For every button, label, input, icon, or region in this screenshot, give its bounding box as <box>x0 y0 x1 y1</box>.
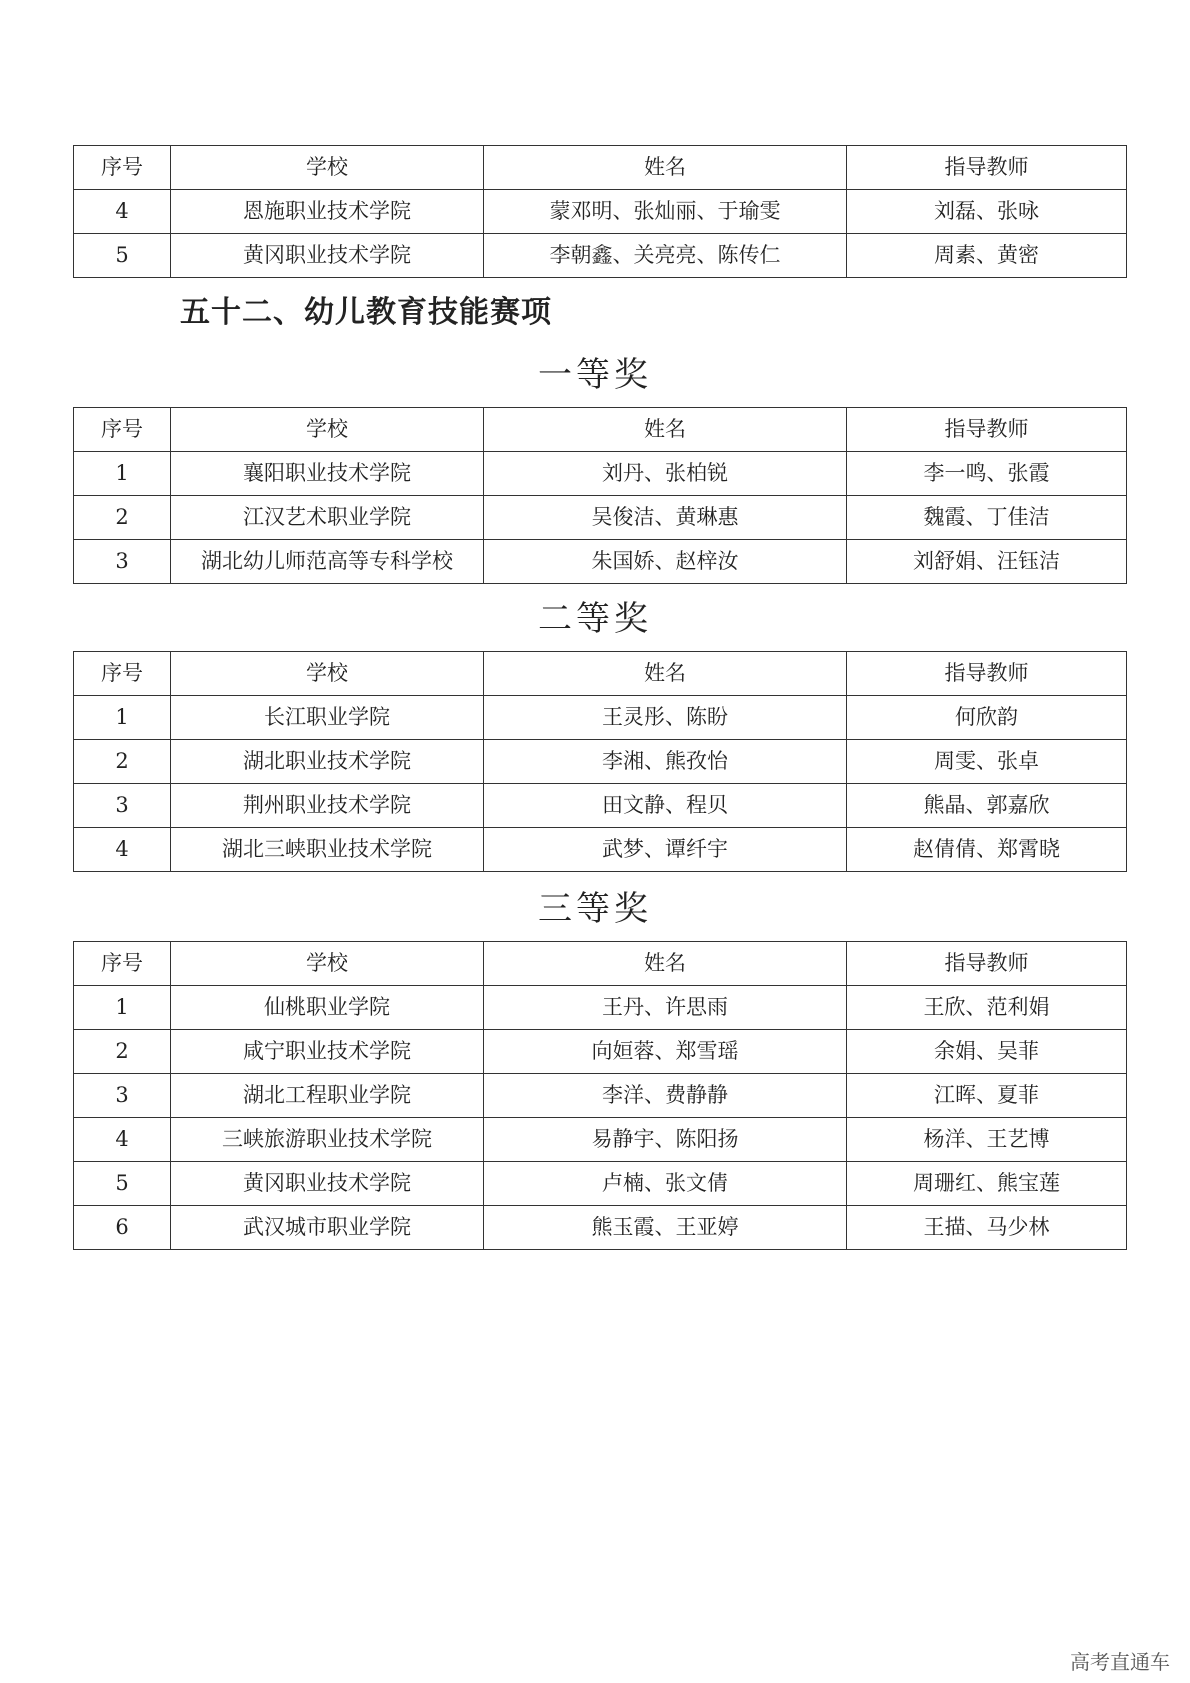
table-row <box>74 452 1127 496</box>
table-cell: 1 <box>74 986 171 1030</box>
table-header-row <box>74 652 1127 696</box>
table-cell: 三峡旅游职业技术学院 <box>171 1118 484 1162</box>
table-cell: 吴俊洁、黄琳惠 <box>484 496 847 540</box>
table-cell: 湖北职业技术学院 <box>171 740 484 784</box>
table-row <box>74 540 1127 584</box>
continued-award-table <box>73 145 1127 278</box>
table-row <box>74 986 1127 1030</box>
table-cell: 李洋、费静静 <box>484 1074 847 1118</box>
third-prize-table <box>73 941 1127 1250</box>
table-cell: 江晖、夏菲 <box>847 1074 1127 1118</box>
table-header-row <box>74 942 1127 986</box>
table-cell: 4 <box>74 1118 171 1162</box>
table-cell: 武汉城市职业学院 <box>171 1206 484 1250</box>
table-cell: 卢楠、张文倩 <box>484 1162 847 1206</box>
table-cell: 刘舒娟、汪钰洁 <box>847 540 1127 584</box>
column-header: 学校 <box>171 146 484 190</box>
table-row <box>74 1162 1127 1206</box>
table-cell: 1 <box>74 696 171 740</box>
table-cell: 5 <box>74 234 171 278</box>
table-cell: 李一鸣、张霞 <box>847 452 1127 496</box>
column-header: 序号 <box>74 652 171 696</box>
table-cell: 江汉艺术职业学院 <box>171 496 484 540</box>
table-cell: 熊玉霞、王亚婷 <box>484 1206 847 1250</box>
table-row <box>74 496 1127 540</box>
table-header-row <box>74 146 1127 190</box>
table-header-row <box>74 408 1127 452</box>
table-cell: 周珊红、熊宝莲 <box>847 1162 1127 1206</box>
table-cell: 荆州职业技术学院 <box>171 784 484 828</box>
table-row <box>74 696 1127 740</box>
table-cell: 2 <box>74 496 171 540</box>
table-cell: 仙桃职业学院 <box>171 986 484 1030</box>
column-header: 序号 <box>74 146 171 190</box>
table-cell: 余娟、吴菲 <box>847 1030 1127 1074</box>
column-header: 指导教师 <box>847 652 1127 696</box>
table-cell: 赵倩倩、郑霄晓 <box>847 828 1127 872</box>
table-cell: 何欣韵 <box>847 696 1127 740</box>
table-cell: 长江职业学院 <box>171 696 484 740</box>
column-header: 序号 <box>74 408 171 452</box>
table-cell: 王欣、范利娟 <box>847 986 1127 1030</box>
table-row <box>74 740 1127 784</box>
table-cell: 刘丹、张柏锐 <box>484 452 847 496</box>
second-prize-title: 二等奖 <box>538 599 652 639</box>
table-cell: 襄阳职业技术学院 <box>171 452 484 496</box>
table-row <box>74 1030 1127 1074</box>
third-prize-title: 三等奖 <box>538 889 652 929</box>
column-header: 姓名 <box>484 652 847 696</box>
column-header: 姓名 <box>484 942 847 986</box>
table-row <box>74 234 1127 278</box>
table-cell: 蒙邓明、张灿丽、于瑜雯 <box>484 190 847 234</box>
table-cell: 5 <box>74 1162 171 1206</box>
column-header: 学校 <box>171 408 484 452</box>
table-cell: 李湘、熊孜怡 <box>484 740 847 784</box>
column-header: 姓名 <box>484 146 847 190</box>
column-header: 学校 <box>171 942 484 986</box>
table-cell: 魏霞、丁佳洁 <box>847 496 1127 540</box>
table-row <box>74 784 1127 828</box>
table-cell: 易静宇、陈阳扬 <box>484 1118 847 1162</box>
column-header: 姓名 <box>484 408 847 452</box>
table-cell: 湖北工程职业学院 <box>171 1074 484 1118</box>
table-row <box>74 1118 1127 1162</box>
table-cell: 熊晶、郭嘉欣 <box>847 784 1127 828</box>
column-header: 指导教师 <box>847 942 1127 986</box>
table-cell: 湖北幼儿师范高等专科学校 <box>171 540 484 584</box>
table-cell: 周雯、张卓 <box>847 740 1127 784</box>
table-cell: 黄冈职业技术学院 <box>171 234 484 278</box>
table-cell: 3 <box>74 1074 171 1118</box>
column-header: 学校 <box>171 652 484 696</box>
table-row <box>74 190 1127 234</box>
watermark-text: 高考直通车 <box>1070 1650 1170 1674</box>
table-cell: 2 <box>74 1030 171 1074</box>
table-cell: 朱国娇、赵梓汝 <box>484 540 847 584</box>
table-cell: 1 <box>74 452 171 496</box>
table-cell: 杨洋、王艺博 <box>847 1118 1127 1162</box>
table-cell: 田文静、程贝 <box>484 784 847 828</box>
table-cell: 李朝鑫、关亮亮、陈传仁 <box>484 234 847 278</box>
table-cell: 武梦、谭纤宇 <box>484 828 847 872</box>
column-header: 指导教师 <box>847 146 1127 190</box>
table-cell: 2 <box>74 740 171 784</box>
column-header: 序号 <box>74 942 171 986</box>
table-cell: 3 <box>74 540 171 584</box>
table-cell: 王丹、许思雨 <box>484 986 847 1030</box>
table-cell: 4 <box>74 190 171 234</box>
table-cell: 恩施职业技术学院 <box>171 190 484 234</box>
table-cell: 王描、马少林 <box>847 1206 1127 1250</box>
table-row <box>74 1206 1127 1250</box>
table-row <box>74 828 1127 872</box>
table-cell: 3 <box>74 784 171 828</box>
table-row <box>74 1074 1127 1118</box>
column-header: 指导教师 <box>847 408 1127 452</box>
first-prize-title: 一等奖 <box>538 355 652 395</box>
section-heading: 五十二、幼儿教育技能赛项 <box>180 295 552 330</box>
table-cell: 周素、黄密 <box>847 234 1127 278</box>
table-cell: 王灵彤、陈盼 <box>484 696 847 740</box>
second-prize-table <box>73 651 1127 872</box>
table-cell: 湖北三峡职业技术学院 <box>171 828 484 872</box>
table-cell: 刘磊、张咏 <box>847 190 1127 234</box>
table-cell: 4 <box>74 828 171 872</box>
table-cell: 向姮蓉、郑雪瑶 <box>484 1030 847 1074</box>
table-cell: 咸宁职业技术学院 <box>171 1030 484 1074</box>
table-cell: 6 <box>74 1206 171 1250</box>
first-prize-table <box>73 407 1127 584</box>
table-cell: 黄冈职业技术学院 <box>171 1162 484 1206</box>
